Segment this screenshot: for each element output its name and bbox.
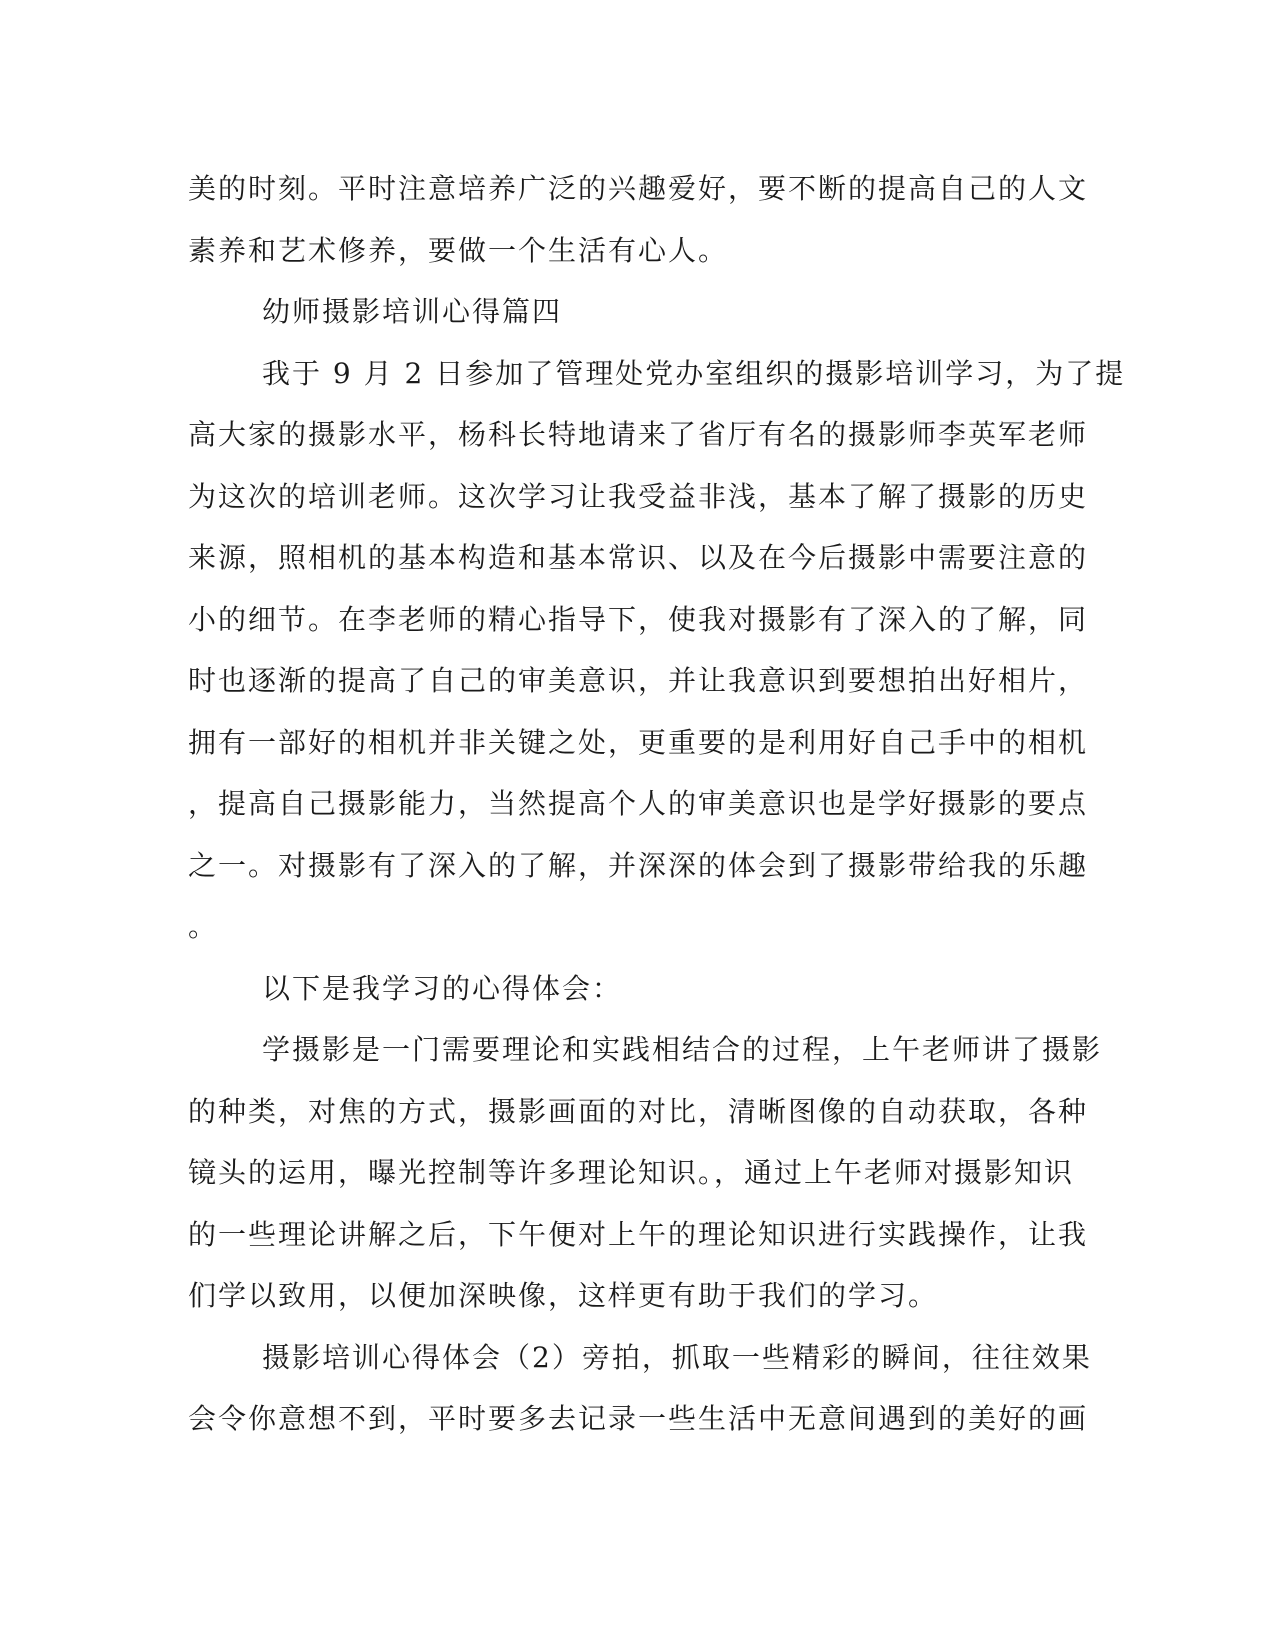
text-line: 为这次的培训老师。这次学习让我受益非浅，基本了解了摄影的历史: [188, 479, 1089, 513]
text-line: 镜头的运用，曝光控制等许多理论知识。，通过上午老师对摄影知识: [188, 1156, 1075, 1189]
text-line: 美的时刻。平时注意培养广泛的兴趣爱好，要不断的提高自己的人文: [188, 172, 1089, 205]
text-line: 会令你意想不到，平时要多去记录一些生活中无意间遇到的美好的画: [188, 1402, 1089, 1435]
text-line: 摄影培训心得体会（2）旁拍，抓取一些精彩的瞬间，往往效果: [262, 1340, 1092, 1374]
text-line: 时也逐渐的提高了自己的审美意识，并让我意识到要想拍出好相片，: [188, 664, 1089, 697]
text-line: 学摄影是一门需要理论和实践相结合的过程，上午老师讲了摄影: [262, 1033, 1103, 1066]
text-line: 之一。对摄影有了深入的了解，并深深的体会到了摄影带给我的乐趣: [188, 848, 1089, 882]
text-line: 来源，照相机的基本构造和基本常识、以及在今后摄影中需要注意的: [188, 541, 1089, 574]
text-line: 高大家的摄影水平，杨科长特地请来了省厅有名的摄影师李英军老师: [188, 418, 1089, 451]
text-line: 的一些理论讲解之后，下午便对上午的理论知识进行实践操作，让我: [188, 1217, 1089, 1251]
text-line: 素养和艺术修养，要做一个生活有心人。: [188, 233, 729, 267]
text-line: ，提高自己摄影能力，当然提高个人的审美意识也是学好摄影的要点: [188, 787, 1089, 820]
text-line: 。: [188, 910, 219, 943]
text-line: 的种类，对焦的方式，摄影画面的对比，清晰图像的自动获取，各种: [188, 1094, 1089, 1128]
text-line: 们学以致用，以便加深映像，这样更有助于我们的学习。: [188, 1279, 939, 1312]
text-line: 小的细节。在李老师的精心指导下，使我对摄影有了深入的了解，同: [188, 602, 1089, 636]
document-body: [188, 158, 1126, 1450]
text-line: 拥有一部好的相机并非关键之处，更重要的是利用好自己手中的相机: [188, 725, 1089, 759]
text-line: 我于 9 月 2 日参加了管理处党办室组织的摄影培训学习，为了提: [262, 356, 1126, 390]
text-line: 以下是我学习的心得体会：: [262, 971, 623, 1005]
section-heading: 幼师摄影培训心得篇四: [262, 295, 563, 328]
